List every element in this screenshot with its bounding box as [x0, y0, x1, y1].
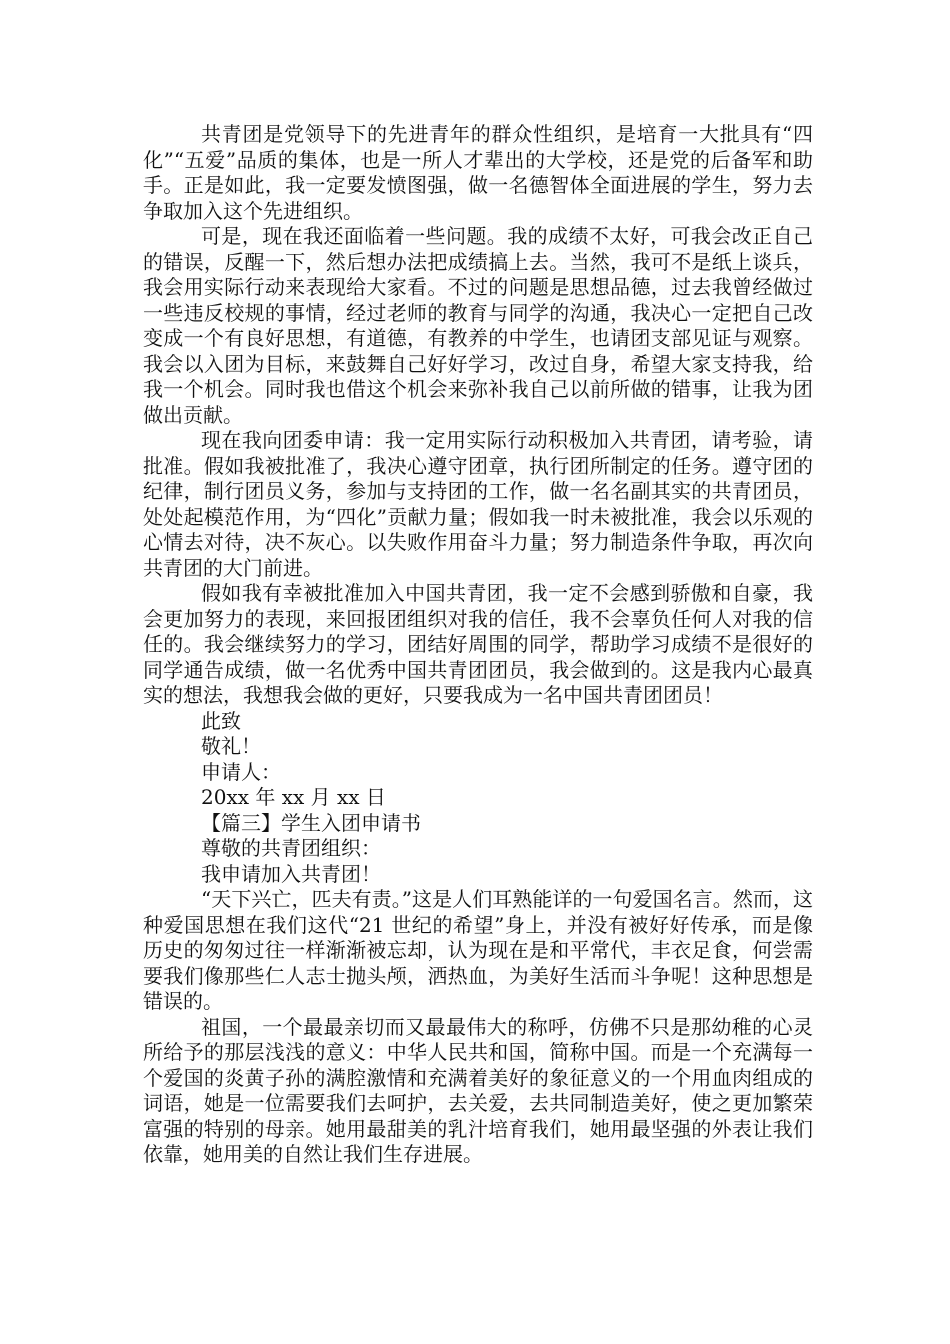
paragraph: 假如我有幸被批准加入中国共青团，我一定不会感到骄傲和自豪，我会更加努力的表现，来回报团组织对我的信任，我不会辜负任何人对我的信任的。我会继续努力的学习，团结好周围的同学，帮助学习成绩不是很好的同学通告成绩，做一名优秀中国共青团团员，我会做到的。这是我内心最真实的想法，我想我会做的更好，只要我成为一名中国共青团团员！: [143, 581, 813, 707]
paragraph: 共青团是党领导下的先进青年的群众性组织，是培育一大批具有“四化”“五爱”品质的集体，也是一所人才辈出的大学校，还是党的后备军和助手。正是如此，我一定要发愤图强，做一名德智体全面进展的学生，努力去争取加入这个先进组织。: [143, 122, 813, 223]
paragraph: 现在我向团委申请：我一定用实际行动积极加入共青团，请考验，请批准。假如我被批准了，我决心遵守团章，执行团所制定的任务。遵守团的纪律，制行团员义务，参加与支持团的工作，做一名名副其实的共青团员，处处起模范作用，为“四化”贡献力量；假如我一时未被批准，我会以乐观的心情去对待，决不灰心。以失败作用奋斗力量；努力制造条件争取，再次向共青团的大门前进。: [143, 428, 813, 580]
document-body: [143, 122, 813, 1168]
closing-line-1: 此致: [201, 708, 241, 733]
paragraph: 可是，现在我还面临着一些问题。我的成绩不太好，可我会改正自己的错误，反醒一下，然后想办法把成绩搞上去。当然，我可不是纸上谈兵，我会用实际行动来表现给大家看。不过的问题是思想品德，过去我曾经做过一些违反校规的事情，经过老师的教育与同学的沟通，我决心一定把自己改变成一个有良好思想，有道德，有教养的中学生，也请团支部见证与观察。我会以入团为目标，来鼓舞自己好好学习，改过自身，希望大家支持我，给我一个机会。同时我也借这个机会来弥补我自己以前所做的错事，让我为团做出贡献。: [143, 224, 813, 427]
section-title: 【篇三】学生入团申请书: [201, 810, 421, 835]
opening-line: 我申请加入共青团！: [201, 861, 381, 886]
paragraph: “天下兴亡，匹夫有责。”这是人们耳熟能详的一句爱国名言。然而，这种爱国思想在我们这代“21 世纪的希望”身上，并没有被好好传承，而是像历史的匆匆过往一样渐渐被忘却，认为现在是和平常代，丰衣足食，何尝需要我们像那些仁人志士抛头颅，洒热血，为美好生活而斗争呢！这种思想是错误的。: [143, 887, 813, 1013]
applicant-line: 申请人：: [201, 759, 281, 784]
paragraph: 祖国，一个最最亲切而又最最伟大的称呼，仿佛不只是那幼稚的心灵所给予的那层浅浅的意义：中华人民共和国，简称中国。而是一个充满每一个爱国的炎黄子孙的满腔激情和充满着美好的象征意义的一个用血肉组成的词语，她是一位需要我们去呵护，去关爱，去共同制造美好，使之更加繁荣富强的特别的母亲。她用最甜美的乳汁培育我们，她用最坚强的外表让我们依靠，她用美的自然让我们生存进展。: [143, 1014, 813, 1166]
salutation: 尊敬的共青团组织：: [201, 836, 381, 860]
closing-line-2: 敬礼！: [201, 734, 261, 758]
date-line: 20xx 年 xx 月 xx 日: [201, 785, 386, 809]
